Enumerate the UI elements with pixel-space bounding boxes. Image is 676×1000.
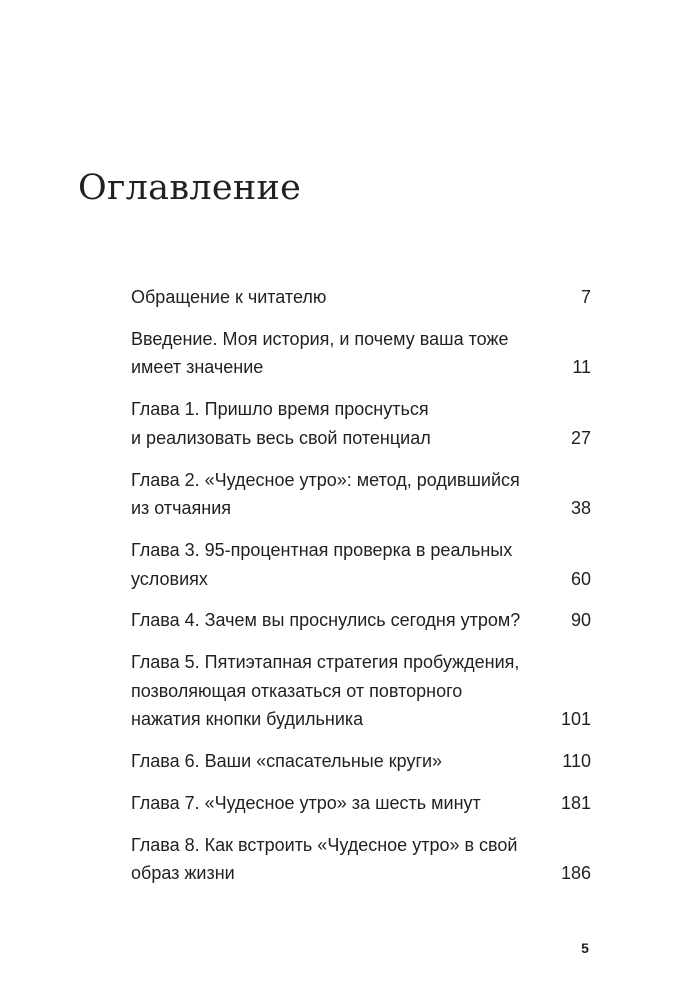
toc-entry-page: 110 xyxy=(562,751,591,772)
toc-entry-line: из отчаяния xyxy=(131,498,232,519)
toc-entry-line: Глава 4. Зачем вы проснулись сегодня утром? xyxy=(131,610,521,631)
page-title: Оглавление xyxy=(78,168,302,208)
toc-entry-title xyxy=(131,325,551,382)
toc-entry-title xyxy=(131,536,551,593)
toc-entry-chapter-7 xyxy=(131,789,591,818)
toc-entry-line: Глава 7. «Чудесное утро» за шесть минут xyxy=(131,792,481,813)
toc-entry-title xyxy=(131,789,551,818)
toc-entry-page: 101 xyxy=(560,709,591,730)
toc-entry-line: Глава 2. «Чудесное утро»: метод, родившийся xyxy=(131,469,520,490)
toc-entry-title xyxy=(131,648,551,734)
toc-entry-page: 11 xyxy=(572,357,591,378)
table-of-contents xyxy=(131,283,591,901)
toc-entry-page: 90 xyxy=(570,610,591,631)
toc-entry-line: нажатия кнопки будильника xyxy=(131,709,364,730)
toc-entry-chapter-5 xyxy=(131,648,591,734)
toc-entry-line: Глава 3. 95-процентная проверка в реальных xyxy=(131,539,513,560)
toc-entry-line: Глава 6. Ваши «спасательные круги» xyxy=(131,751,443,772)
toc-entry-line: Обращение к читателю xyxy=(131,287,327,307)
toc-entry-title xyxy=(131,283,551,312)
toc-entry-title xyxy=(131,606,551,635)
toc-entry-chapter-6 xyxy=(131,747,591,776)
page-number: 5 xyxy=(581,940,589,956)
toc-entry-line: позволяющая отказаться от повторного xyxy=(131,680,463,701)
toc-entry-line: Глава 8. Как встроить «Чудесное утро» в свой xyxy=(131,834,518,855)
toc-entry-title xyxy=(131,831,551,888)
toc-entry-line: Введение. Моя история, и почему ваша тоже xyxy=(131,328,509,349)
toc-entry-chapter-1 xyxy=(131,395,591,452)
toc-entry-page: 7 xyxy=(580,287,591,307)
toc-entry-page: 60 xyxy=(570,568,591,589)
toc-entry-chapter-4 xyxy=(131,606,591,635)
toc-entry-page: 186 xyxy=(560,863,591,884)
toc-entry-title xyxy=(131,466,551,523)
toc-entry-line: имеет значение xyxy=(131,357,264,378)
toc-entry-chapter-3 xyxy=(131,536,591,593)
toc-entry-line: Глава 5. Пятиэтапная стратегия пробуждения, xyxy=(131,652,520,673)
toc-entry-line: Глава 1. Пришло время проснуться xyxy=(131,399,429,420)
toc-entry-page: 181 xyxy=(560,792,591,813)
toc-entry-chapter-2 xyxy=(131,466,591,523)
toc-entry-line: образ жизни xyxy=(131,863,235,884)
toc-entry-line: и реализовать весь свой потенциал xyxy=(131,427,431,448)
toc-entry-title xyxy=(131,395,551,452)
toc-entry-page: 27 xyxy=(570,427,591,448)
toc-entry-reader-address xyxy=(131,283,591,312)
toc-entry-introduction xyxy=(131,325,591,382)
toc-entry-title xyxy=(131,747,551,776)
toc-entry-page: 38 xyxy=(570,498,591,519)
toc-entry-chapter-8 xyxy=(131,831,591,888)
toc-entry-line: условиях xyxy=(131,568,208,589)
